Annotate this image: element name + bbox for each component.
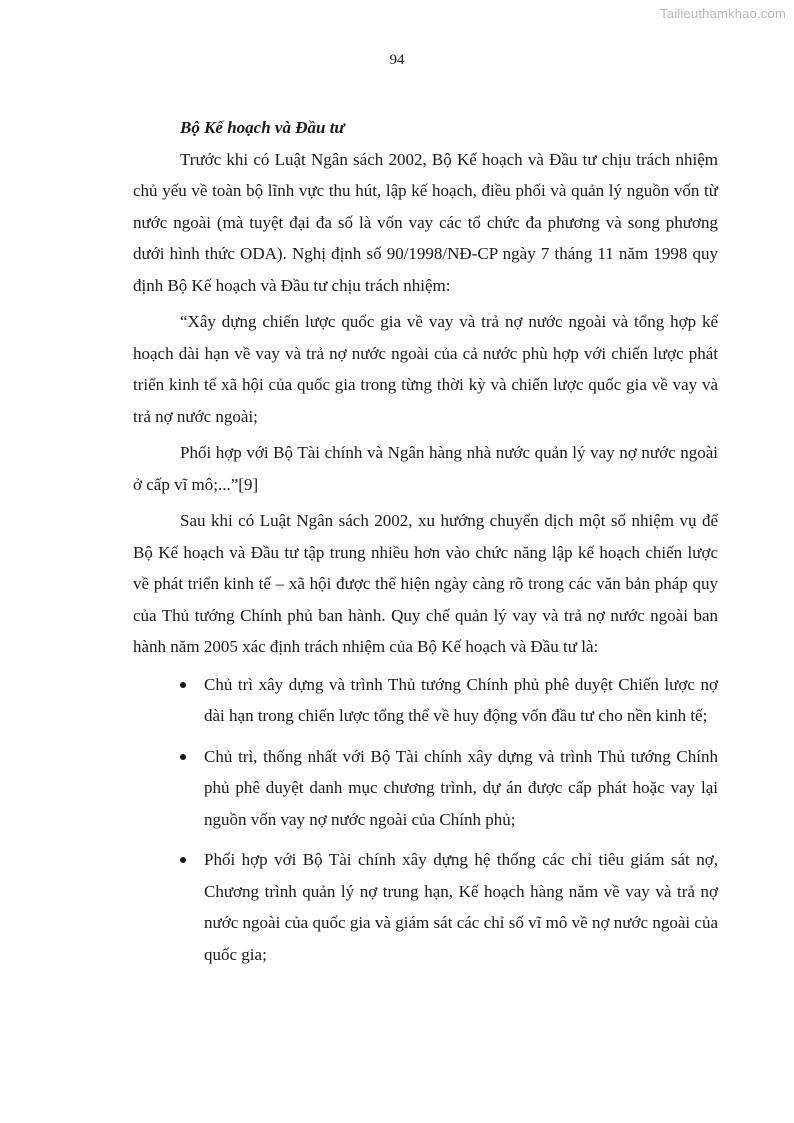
list-item-text: Chủ trì, thống nhất với Bộ Tài chính xây dựng và trình Thủ tướng Chính phủ phê duyệt danh mục chương trình, dự án được cấp phát hoặc vay lại nguồn vốn vay nợ nước ngoài của Chính phủ; [204,746,718,829]
bullet-icon [180,857,186,863]
paragraph-quote-1: “Xây dựng chiến lược quốc gia về vay và trả nợ nước ngoài và tổng hợp kế hoạch dài hạn về vay và trả nợ nước ngoài của cả nước phù hợp với chiến lược phát triển kinh tế xã hội của quốc gia trong từng thời kỳ và chiến lược quốc gia về vay và trả nợ nước ngoài; [133,312,718,426]
watermark-text: Tailieuthamkhao.com [660,6,786,21]
list-item-text: Phối hợp với Bộ Tài chính xây dựng hệ thống các chỉ tiêu giám sát nợ, Chương trình quản lý nợ trung hạn, Kế hoạch hàng năm về vay và trả nợ nước ngoài của quốc gia và giám sát các chỉ số vĩ mô về nợ nước ngoài của quốc gia; [204,850,718,964]
list-item [133,669,718,732]
list-item [133,844,718,970]
paragraph-quote-2: Phối hợp với Bộ Tài chính và Ngân hàng nhà nước quản lý vay nợ nước ngoài ở cấp vĩ mô;...”[9] [133,443,718,494]
page-number: 94 [389,52,405,68]
responsibility-list [133,669,718,971]
bullet-icon [180,754,186,760]
bullet-icon [180,682,186,688]
paragraph-intro: Trước khi có Luật Ngân sách 2002, Bộ Kế hoạch và Đầu tư chịu trách nhiệm chủ yếu về toàn bộ lĩnh vực thu hút, lập kế hoạch, điều phối và quản lý nguồn vốn từ nước ngoài (mà tuyệt đại đa số là vốn vay các tổ chức đa phương và song phương dưới hình thức ODA). Nghị định số 90/1998/NĐ-CP ngày 7 tháng 11 năm 1998 quy định Bộ Kế hoạch và Đầu tư chịu trách nhiệm: [133,149,718,295]
section-heading: Bộ Kế hoạch và Đầu tư [180,118,345,137]
list-item [133,741,718,836]
paragraph-after-2002: Sau khi có Luật Ngân sách 2002, xu hướng chuyển dịch một số nhiệm vụ để Bộ Kế hoạch và Đầu tư tập trung nhiều hơn vào chức năng lập kế hoạch chiến lược về phát triển kinh tế – xã hội được thể hiện ngày càng rõ trong các văn bản pháp quy của Thủ tướng Chính phủ ban hành. Quy chế quản lý vay và trả nợ nước ngoài ban hành năm 2005 xác định trách nhiệm của Bộ Kế hoạch và Đầu tư là: [133,511,718,656]
list-item-text: Chủ trì xây dựng và trình Thủ tướng Chính phủ phê duyệt Chiến lược nợ dài hạn trong chiến lược tổng thể về huy động vốn đầu tư cho nền kinh tế; [204,674,718,725]
document-body [133,112,718,979]
